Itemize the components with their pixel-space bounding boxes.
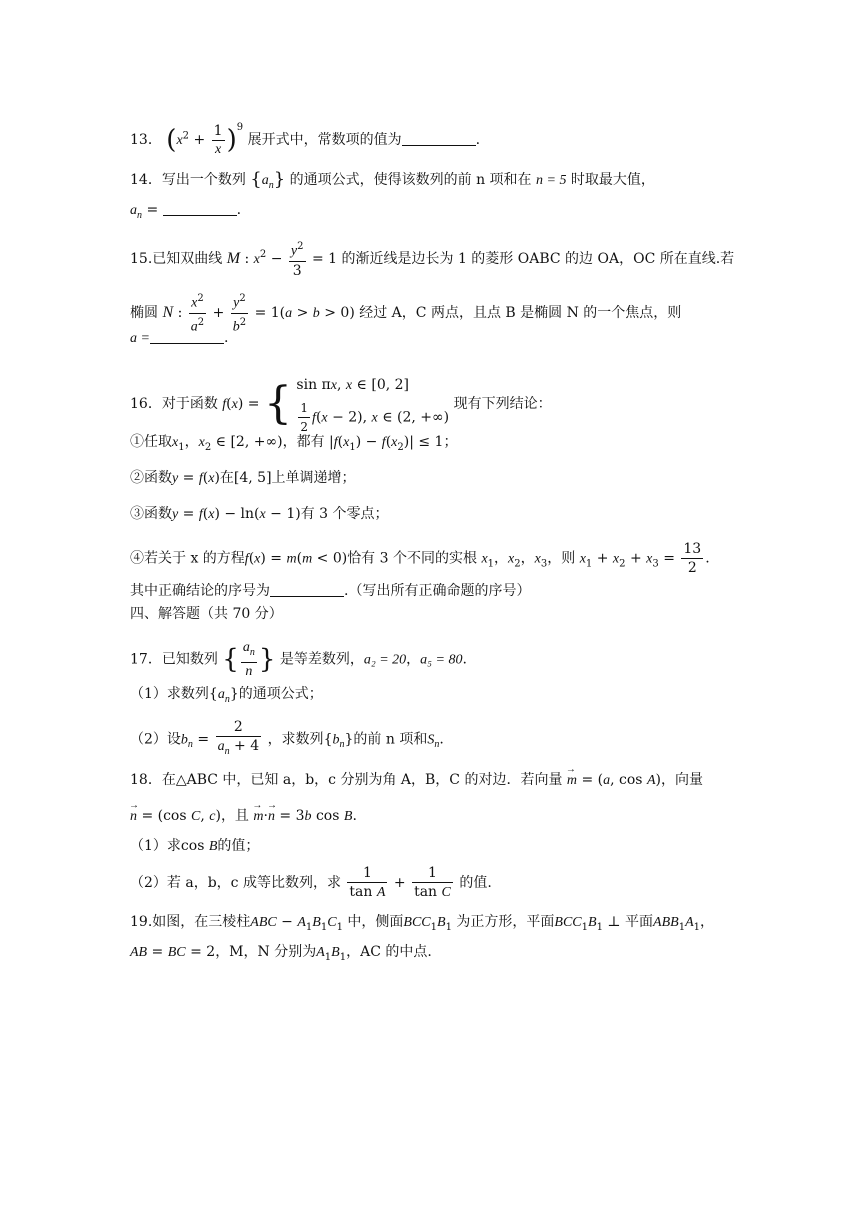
q16-conclusion-3: ③函数y = f(x) − ln(x − 1)有 3 个零点；	[130, 506, 389, 522]
q13-answer-blank	[402, 131, 476, 146]
q16-piecewise: sin πx, x ∈ [0, 2] $\frac{1}{2}$ f(x − 2), x ∈ (2, +∞)	[296, 377, 450, 434]
question-16: 16．对于函数 f(x) = { sin πx, x ∈ [0, 2] $\frac{1}{2}$ f(x − 2), x ∈ (2, +∞) 现有下列结论：	[130, 372, 730, 422]
question-18: 18．在△ABC 中，已知 a，b，c 分别为角 A，B，C 的对边．若向量 → m = (a, cos A)，向量	[130, 770, 730, 791]
q15-answer-blank	[150, 329, 224, 344]
question-15-ellipse: 椭圆 N : $\frac{x^2}{a^2}$ + $\frac{y^2}{b^2}$ = 1(a > b > 0) 经过 A，C 两点，且点 B 是椭圆 N 的一个焦点，则	[130, 290, 730, 336]
question-13: 13． ($x^2$ + $\frac{1}{x}$ )$^9$ 展开式中，常数项的值为 .	[130, 122, 481, 157]
q16-conclusion-1: ①任取$x_1$，$x_2$ ∈ [2, +∞)，都有 $|f(x_1) - f(x_2)| \le 1$；	[130, 434, 458, 453]
q16-answer-blank	[270, 582, 344, 597]
question-19: 19.如图，在三棱柱ABC − $A_1B_1C_1$ 中，侧面$BCC_1B_1$ 为正方形，平面$BCC_1B_1$ ⊥ 平面$ABB_1A_1$，	[130, 914, 714, 933]
q18-part-2: （2）若 a，b，c 成等比数列，求 $\frac{1}{\text{tan A}}$ + $\frac{1}{\text{tan C}}$ 的值.	[130, 865, 492, 900]
question-14-answer: $a_n$ = .	[130, 202, 242, 221]
q13-fraction: $\frac{1}{x}$	[213, 122, 223, 157]
question-15-answer: a = .	[130, 330, 229, 346]
q14-answer-blank	[163, 201, 237, 216]
q17-part-1: （1）求数列$\{a_n\}$的通项公式；	[130, 686, 323, 705]
section-heading: 四、解答题（共 70 分）	[130, 606, 283, 622]
q16-conclusion-2: ②函数y = f(x)在[4, 5]上单调递增；	[130, 470, 356, 486]
question-19-line2: AB = BC = 2，M，N 分别为$A_1B_1$，AC 的中点.	[130, 944, 432, 963]
q13-number: 13．	[130, 132, 162, 148]
q13-text: 展开式中，常数项的值为	[247, 132, 402, 148]
q18-part-1: （1）求cos B的值；	[130, 838, 260, 854]
question-14: 14．写出一个数列 $\{a_n\}$ 的通项公式，使得该数列的前 n 项和在 n = 5 时取最大值，	[130, 169, 655, 191]
question-15: 15.已知双曲线 M : $x^2$ − $\frac{y^2}{3}$ = 1 的渐近线是边长为 1 的菱形 OABC 的边 OA，OC 所在直线.若	[130, 238, 730, 280]
question-17: 17．已知数列 { $\frac{a_n}{n}$ } 是等差数列，a₂ = 20，a₅ = 80.	[130, 640, 467, 679]
question-18-line2: → n = (cos C, c)，且 → m·→ n = 3b cos B.	[130, 806, 730, 827]
q16-conclusion-4: ④若关于 x 的方程f(x) = m(m < 0)恰有 3 个不同的实根 $x_1$，$x_2$，$x_3$，则 $x_1 + x_2 + x_3$ = $\frac{13}{2}$ .	[130, 541, 710, 576]
q16-summary: 其中正确结论的序号为 .（写出所有正确命题的序号）	[130, 583, 531, 599]
q17-part-2: （2）设$b_n$ = $\frac{2}{a_n + 4}$ ，求数列$\{b_n\}$的前 n 项和$S_n$.	[130, 719, 444, 757]
